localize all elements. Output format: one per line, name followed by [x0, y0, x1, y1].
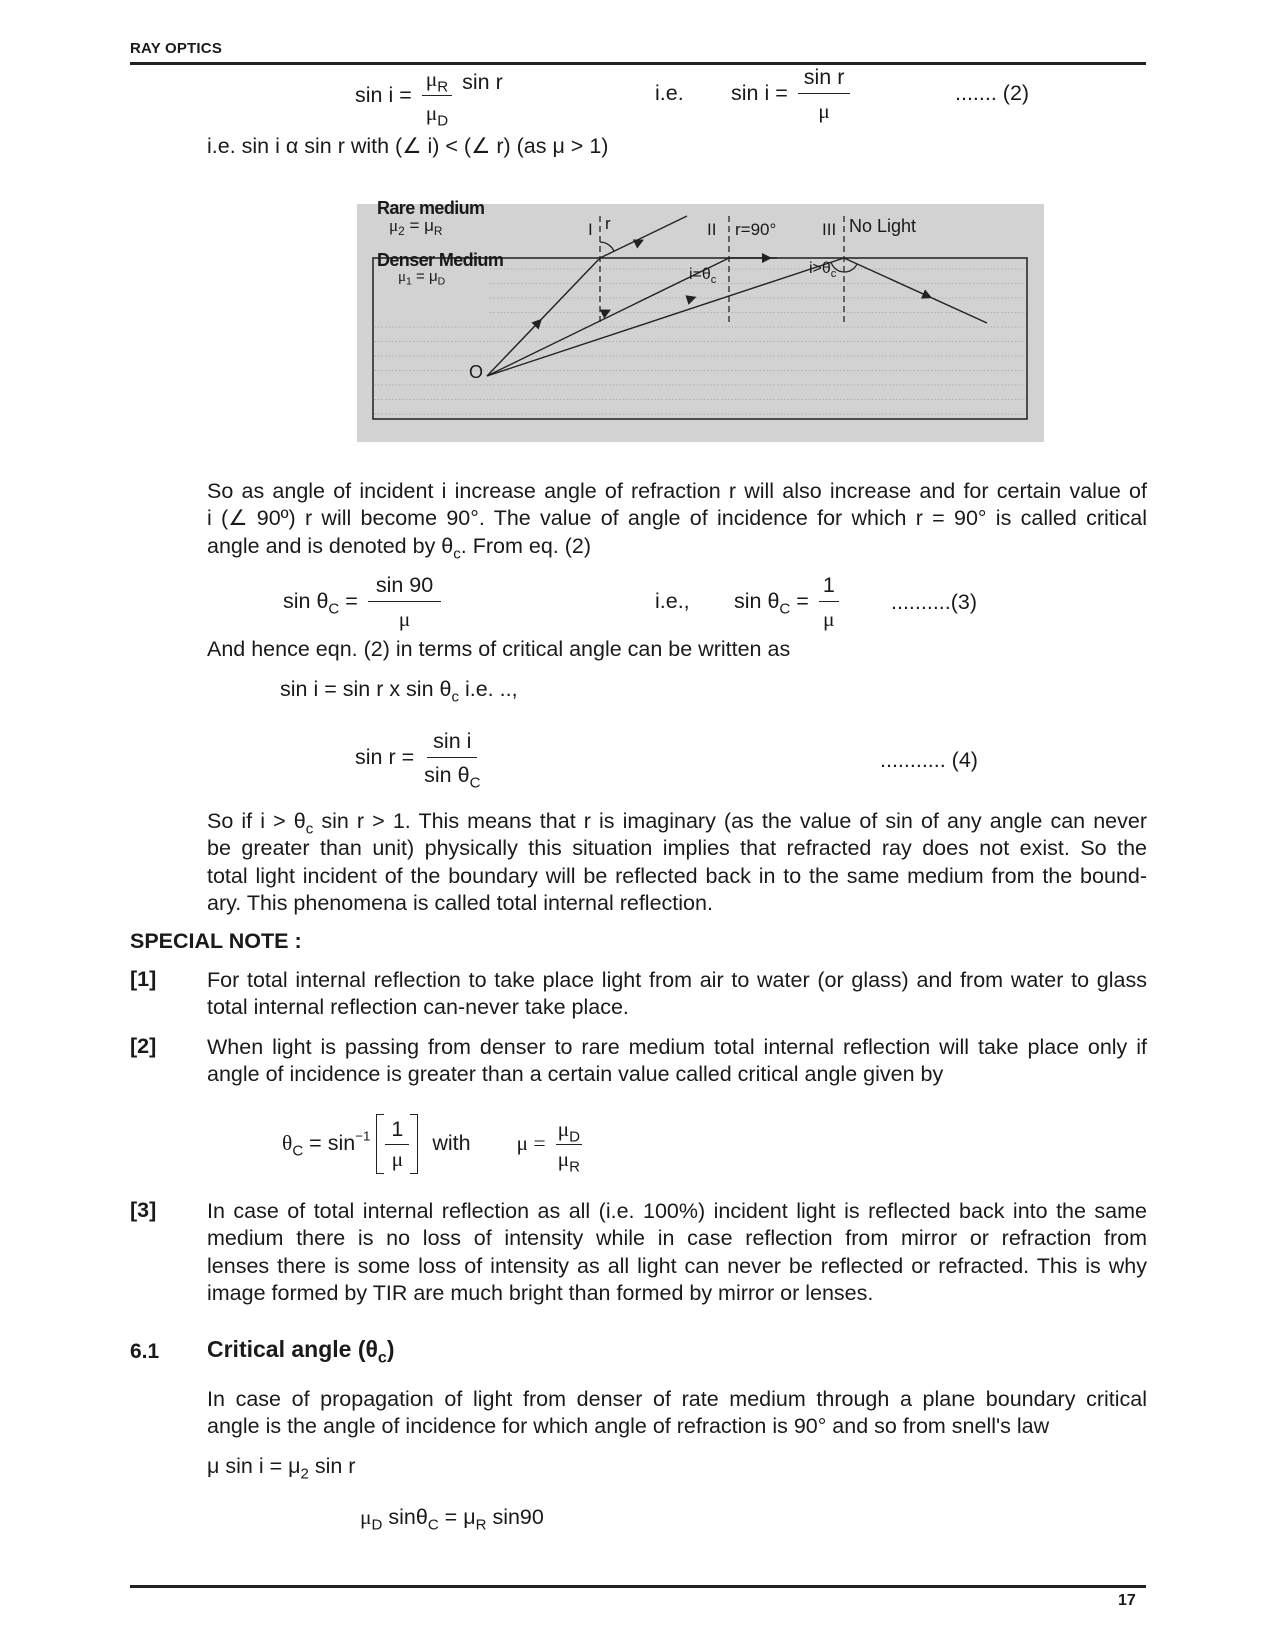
- mu-ratio-fraction: [556, 1116, 582, 1176]
- para-line: angle of incidence is greater than a certain value called critical angle given by: [207, 1062, 944, 1087]
- subscript: D: [371, 1516, 383, 1534]
- ray-label-III: III: [822, 220, 837, 239]
- footer-rule: [130, 1585, 1146, 1588]
- eq3-fraction: [368, 572, 441, 632]
- sub-r: R: [437, 78, 449, 96]
- para-line: In case of propagation of light from denser of rate medium through a plane boundary critical: [207, 1387, 1147, 1411]
- fraction-numerator: sin r: [798, 64, 851, 94]
- fraction-denominator: [557, 1145, 580, 1176]
- para-line: be greater than unit) physically this situation implies that refracted ray does not exist. So the: [207, 836, 1147, 861]
- mu-equals: μ =: [516, 1131, 546, 1156]
- rare-medium-title: Rare medium: [377, 198, 485, 218]
- hence-line: And hence eqn. (2) in terms of critical angle can be written as: [207, 637, 791, 661]
- ray-diagram-svg: [357, 204, 1044, 442]
- subscript: 2: [300, 1465, 309, 1483]
- eq2-fraction-2: [798, 64, 851, 124]
- text: i.e. ..,: [459, 677, 518, 701]
- eq3-lhs2: [734, 588, 809, 616]
- equals-mu: = μ: [411, 268, 438, 285]
- equation-2-left: [355, 66, 503, 130]
- subscript: c: [830, 267, 837, 280]
- subscript: C: [427, 1516, 439, 1534]
- subscript: 2: [398, 224, 405, 239]
- denser-medium-mu: [398, 268, 445, 286]
- note-label-2: [2]: [130, 1034, 157, 1058]
- angle-label-i-eq-thetac: [689, 266, 716, 284]
- fraction-denominator: μ: [818, 99, 830, 123]
- ray-label-II: II: [707, 220, 717, 239]
- angle-label-i-gt-thetac: [809, 260, 836, 278]
- text: = μ: [438, 1505, 476, 1529]
- subscript: 1: [406, 275, 412, 288]
- equation-2-right: [731, 64, 854, 124]
- subscript: C: [292, 1142, 304, 1160]
- para-line: total light incident of the boundary will be reflected back in to the same medium from the bound-: [207, 863, 1147, 888]
- angle-label-r90: r=90°: [735, 220, 777, 239]
- eq2-fraction: [422, 66, 452, 130]
- para-line: When light is passing from denser to rare medium total internal reflection will take place only if: [207, 1035, 1147, 1059]
- subscript: c: [710, 273, 717, 286]
- para-line: i (∠ 90º) r will become 90°. The value of angle of incidence for which r = 90° is called critical: [207, 506, 1147, 531]
- fraction-numerator: 1: [819, 572, 839, 602]
- header-rule: [130, 62, 1146, 65]
- text: sin θ: [424, 763, 470, 787]
- fraction-denominator: μ: [398, 607, 411, 631]
- subscript: C: [469, 774, 481, 792]
- para-line: total internal reflection can-never take place.: [207, 995, 629, 1020]
- subscript: D: [437, 275, 446, 288]
- ray-label-I: I: [588, 220, 593, 239]
- right-bracket: [410, 1114, 418, 1174]
- text: sin θ: [734, 589, 780, 614]
- equation-4: [355, 728, 484, 792]
- fraction-denominator: μ: [823, 607, 835, 631]
- equation-3-right: [734, 572, 843, 632]
- formula-lhs: [282, 1130, 370, 1158]
- section-paragraph: [207, 1386, 1147, 1441]
- para-line: image formed by TIR are much bright than formed by mirror or lenses.: [207, 1281, 874, 1306]
- superscript: −1: [355, 1128, 371, 1144]
- with-text: with: [432, 1131, 471, 1156]
- critical-angle-formula: [282, 1114, 586, 1174]
- angle-label-r: r: [605, 214, 611, 233]
- text: Critical angle (θ: [207, 1336, 378, 1362]
- eq4-fraction: [424, 728, 481, 792]
- equation-3-left: [283, 572, 445, 632]
- eq4-lhs: sin r =: [355, 745, 415, 770]
- para-line: So as angle of incident i increase angle of refraction r will also increase and for certain value of: [207, 479, 1147, 503]
- text: = sin: [303, 1131, 356, 1156]
- text: sin r: [308, 1454, 356, 1478]
- running-header: RAY OPTICS: [130, 40, 223, 57]
- label-text: i=θ: [689, 266, 711, 283]
- text: sin r > 1. This means that r is imaginary (as the value of sin of any angle can never: [313, 809, 1147, 833]
- note-item-2: [207, 1034, 1147, 1089]
- eq3-lhs: [283, 588, 358, 616]
- total-internal-reflection-diagram: [357, 198, 1044, 442]
- paragraph-total-internal-reflection: [207, 808, 1147, 918]
- section-number: 6.1: [130, 1340, 160, 1363]
- eq2-tail: sin r: [462, 70, 503, 95]
- theta-symbol: θ: [282, 1131, 293, 1156]
- subscript: C: [328, 600, 340, 618]
- fraction-numerator: 1: [385, 1116, 409, 1145]
- para-line: For total internal reflection to take place light from air to water (or glass) and from water to glass: [207, 968, 1147, 992]
- para-line: lenses there is some loss of intensity as all light can never be reflected or refracted. This is why: [207, 1253, 1147, 1278]
- mu-symbol: μ: [425, 67, 438, 91]
- mu-symbol: μ: [389, 216, 399, 235]
- subscript: D: [569, 1128, 580, 1146]
- text: angle and is denoted by θ: [207, 533, 454, 558]
- eq3-fraction-2: [819, 572, 839, 632]
- section-title: [207, 1336, 395, 1367]
- note-item-1: [207, 967, 1147, 1022]
- mu-symbol: μ: [360, 1505, 372, 1529]
- subscript: C: [779, 600, 791, 618]
- para-line: ary. This phenomena is called total internal reflection.: [207, 891, 713, 916]
- fraction-numerator: sin i: [427, 728, 477, 758]
- sub-d: D: [437, 112, 449, 130]
- fraction-denominator: μ: [391, 1147, 404, 1171]
- para-line: angle is the angle of incidence for which angle of refraction is 90° and so from snell's law: [207, 1414, 1050, 1439]
- text: sin θ: [283, 589, 329, 614]
- para-line: In case of total internal reflection as all (i.e. 100%) incident light is reflected back into the same: [207, 1199, 1147, 1223]
- note-label-1: [1]: [130, 967, 157, 991]
- subscript: R: [433, 224, 443, 239]
- text: So if i > θ: [207, 809, 306, 833]
- eq2-lhs: sin i =: [355, 83, 412, 108]
- eq3-ie: i.e.,: [655, 589, 690, 613]
- subscript: c: [453, 545, 461, 563]
- fraction-numerator: [556, 1116, 582, 1145]
- text: μ sin i = μ: [207, 1454, 301, 1478]
- critical-angle-equation: [360, 1504, 544, 1532]
- mu-symbol: μ: [398, 269, 407, 285]
- subscript: R: [569, 1158, 580, 1176]
- fraction-denominator: [424, 758, 481, 792]
- para-line: medium there is no loss of intensity while in case reflection from mirror or refraction from: [207, 1226, 1147, 1251]
- fraction: [385, 1116, 409, 1172]
- text: sinθ: [382, 1505, 428, 1529]
- snell-law: [207, 1453, 355, 1481]
- proportional-line: i.e. sin i α sin r with (∠ i) < (∠ r) (as μ > 1): [207, 134, 609, 158]
- mu-symbol: μ: [425, 101, 438, 125]
- subscript: c: [377, 1348, 387, 1367]
- text: sin90: [486, 1505, 544, 1529]
- eq2-ie: i.e.: [655, 81, 684, 105]
- page-number: 17: [1118, 1592, 1136, 1609]
- subscript: c: [305, 820, 314, 838]
- equation-3-label: ..........(3): [891, 590, 978, 614]
- equation-2-label: ....... (2): [955, 81, 1030, 105]
- subscript: c: [451, 688, 459, 706]
- equals: =: [790, 589, 809, 614]
- special-note-title: SPECIAL NOTE :: [130, 929, 302, 953]
- object-point-O: O: [469, 362, 484, 382]
- note-item-3: [207, 1198, 1147, 1308]
- equals: =: [339, 589, 358, 614]
- note-label-3: [3]: [130, 1198, 157, 1222]
- no-light-label: No Light: [849, 216, 917, 236]
- left-bracket: [376, 1114, 384, 1174]
- label-text: i>θ: [809, 260, 831, 277]
- rare-medium-mu: [389, 216, 443, 239]
- mu-symbol: μ: [557, 1117, 570, 1141]
- subscript: R: [475, 1516, 487, 1534]
- para-line: [207, 533, 1147, 563]
- para-line: [207, 808, 1147, 838]
- text: sin i = sin r x sin θ: [280, 677, 452, 701]
- eq2-lhs2: sin i =: [731, 81, 788, 106]
- fraction-numerator: sin 90: [368, 572, 441, 602]
- paragraph-critical-angle-intro: [207, 478, 1147, 563]
- sin-relation: [280, 676, 518, 704]
- text: . From eq. (2): [460, 533, 592, 558]
- equals-mu: = μ: [404, 216, 434, 235]
- mu-symbol: μ: [557, 1147, 570, 1171]
- equation-4-label: ........... (4): [880, 748, 978, 772]
- bracketed-fraction: [376, 1114, 418, 1174]
- text: ): [386, 1336, 395, 1362]
- denser-medium-title: Denser Medium: [377, 250, 504, 270]
